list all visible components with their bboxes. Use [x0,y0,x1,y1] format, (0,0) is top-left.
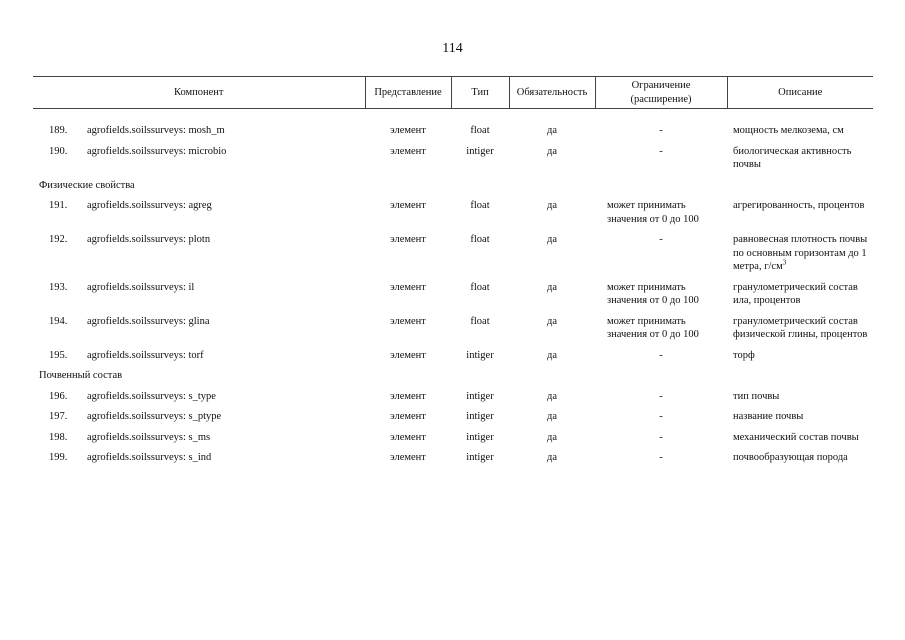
row-number: 189. [49,125,68,136]
representation-cell: элемент [390,145,426,157]
header-representation: Представление [365,77,451,109]
description-cell: механический состав почвы [733,431,859,443]
obligation-cell: да [547,349,558,361]
obligation-cell: да [547,281,558,293]
component-name: agrofields.soilssurveys: plotn [87,234,211,245]
header-constraint [595,77,727,109]
type-cell: intiger [466,411,494,422]
table-row [33,410,873,431]
component-name: agrofields.soilssurveys: s_ms [87,431,211,443]
description-text: равновесная плотность почвы по основным горизонтам до 1 метра, г/см [733,234,868,272]
page-number: 114 [442,41,463,56]
description-cell: биологическая активность почвы [733,145,852,170]
component-name: agrofields.soilssurveys: mosh_m [87,125,225,136]
obligation-cell: да [547,125,558,136]
obligation-cell: да [547,200,558,211]
row-number: 192. [49,234,68,245]
description-cell: тип почвы [733,390,780,402]
table-row [33,281,873,315]
row-number: 197. [49,411,68,422]
type-cell: float [470,315,490,327]
table-row [33,349,873,370]
table-row [33,390,873,411]
obligation-cell: да [547,390,558,402]
component-name: agrofields.soilssurveys: s_ind [87,452,212,463]
header-obligation: Обязательность [509,77,595,109]
description-cell: агрегированность, процентов [733,200,865,211]
section-row [33,179,873,200]
constraint-cell: - [659,234,663,245]
description-cell: мощность мелкозема, см [733,125,844,136]
representation-cell: элемент [390,390,426,402]
representation-cell: элемент [390,315,426,327]
component-name: agrofields.soilssurveys: microbio [87,145,227,157]
table-row [33,431,873,452]
description-cell: торф [733,349,755,361]
description-cell: гранулометрический состав физической глины, процентов [733,315,868,340]
type-cell: float [470,234,490,245]
header-component: Компонент [33,77,365,109]
type-cell: intiger [466,452,494,463]
type-cell: float [470,125,490,136]
constraint-cell: может принимать значения от 0 до 100 [607,200,699,225]
type-cell: intiger [466,431,494,443]
type-cell: float [470,200,490,211]
row-number: 198. [49,431,68,443]
row-number: 191. [49,200,68,211]
table-row [33,199,873,233]
obligation-cell: да [547,452,558,463]
table-body [33,109,873,472]
component-name: agrofields.soilssurveys: s_ptype [87,411,222,422]
component-name: agrofields.soilssurveys: torf [87,349,204,361]
row-number: 195. [49,349,68,361]
row-number: 194. [49,315,68,327]
description-cell [727,233,873,281]
type-cell: intiger [466,349,494,361]
obligation-cell: да [547,234,558,245]
table-row [33,233,873,281]
component-name: agrofields.soilssurveys: s_type [87,390,216,402]
representation-cell: элемент [390,411,426,422]
obligation-cell: да [547,315,558,327]
representation-cell: элемент [390,431,426,443]
obligation-cell: да [547,145,558,157]
description-cell: почвообразующая порода [733,452,848,463]
table-header-row [33,77,873,109]
constraint-cell: - [659,349,663,361]
representation-cell: элемент [390,125,426,136]
row-number: 196. [49,390,68,402]
type-cell: float [470,281,490,293]
description-cell: гранулометрический состав ила, процентов [733,281,858,306]
table-row [33,109,873,145]
components-table [33,76,873,472]
type-cell: intiger [466,390,494,402]
table-row [33,315,873,349]
representation-cell: элемент [390,349,426,361]
section-title: Почвенный состав [39,370,123,381]
constraint-cell: - [659,125,663,136]
header-type: Тип [451,77,509,109]
section-row [33,369,873,390]
representation-cell: элемент [390,200,426,211]
section-title: Физические свойства [39,179,135,191]
constraint-cell: может принимать значения от 0 до 100 [607,315,699,340]
constraint-cell: может принимать значения от 0 до 100 [607,281,699,306]
description-cell: название почвы [733,411,804,422]
type-cell: intiger [466,145,494,157]
representation-cell: элемент [390,452,426,463]
component-name: agrofields.soilssurveys: glina [87,315,210,327]
row-number: 190. [49,145,68,157]
constraint-cell: - [659,431,663,443]
header-constraint-line2: (расширение) [630,93,692,105]
constraint-cell: - [659,411,663,422]
constraint-cell: - [659,145,663,157]
representation-cell: элемент [390,234,426,245]
component-name: agrofields.soilssurveys: agreg [87,200,212,211]
obligation-cell: да [547,431,558,443]
unit-superscript: 3 [782,258,787,267]
row-number: 193. [49,281,68,293]
table-row [33,451,873,472]
table-row [33,145,873,179]
component-name: agrofields.soilssurveys: il [87,281,195,293]
constraint-cell: - [659,452,663,463]
obligation-cell: да [547,411,558,422]
header-description: Описание [727,77,873,109]
constraint-cell: - [659,390,663,402]
header-constraint-line1: Ограничение [631,80,691,91]
row-number: 199. [49,452,68,463]
representation-cell: элемент [390,281,426,293]
